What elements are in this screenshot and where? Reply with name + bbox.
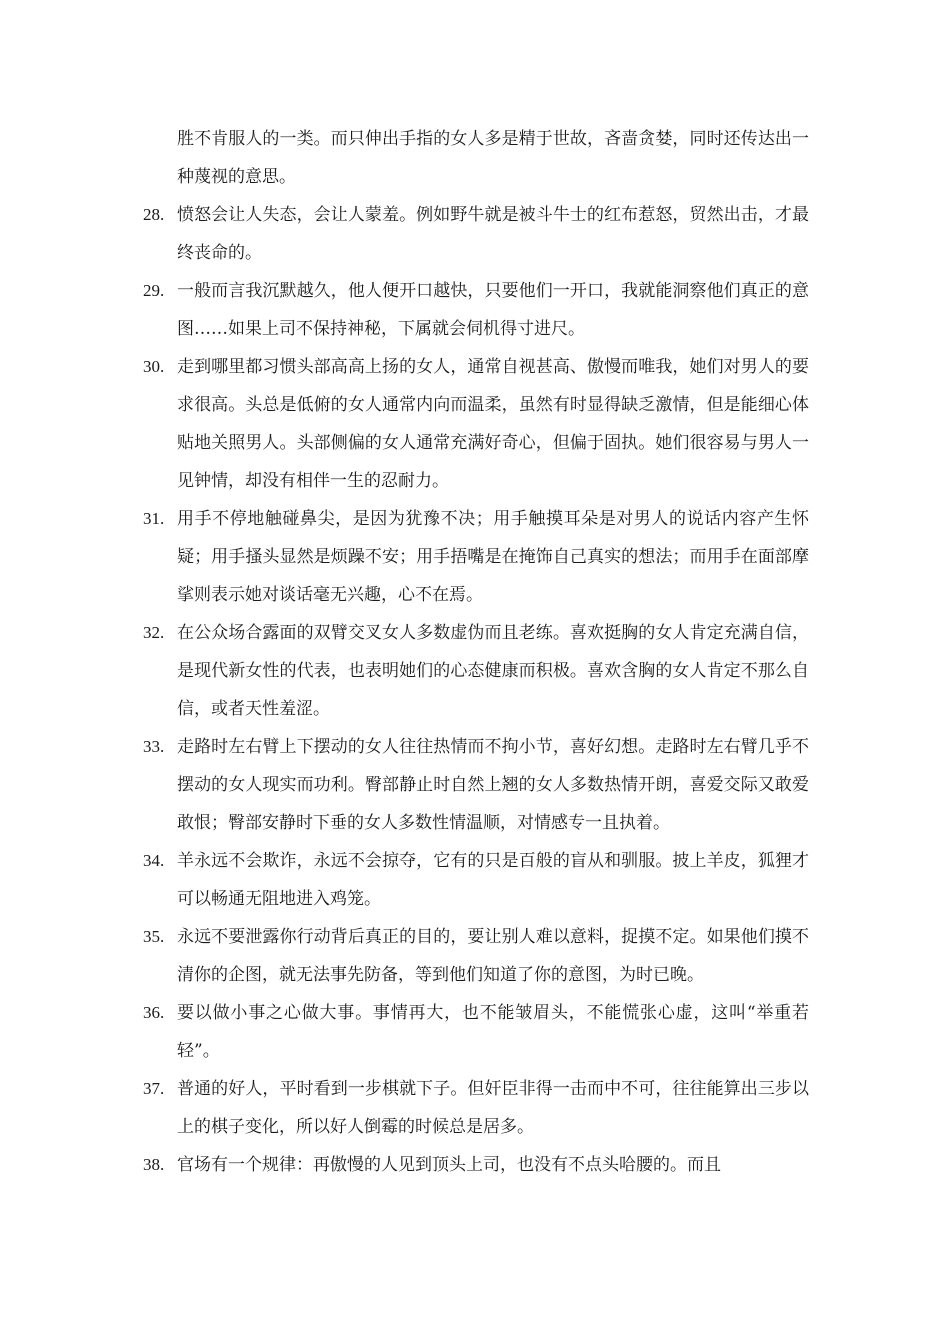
list-item-34 (143, 842, 809, 918)
item-number: 32. (143, 623, 165, 642)
item-text: 走到哪里都习惯头部高高上扬的女人，通常自视甚高、傲慢而唯我，她们对男人的要求很高。头总是低俯的女人通常内向而温柔，虽然有时显得缺乏激情，但是能细心体贴地关照男人。头部侧偏的女人通常充满好奇心，但偏于固执。她们很容易与男人一见钟情，却没有相伴一生的忍耐力。 (177, 357, 809, 491)
list-item-29 (143, 272, 809, 348)
list-item-30 (143, 348, 809, 500)
item-number: 30. (143, 357, 165, 376)
item-number: 37. (143, 1079, 165, 1098)
item-text: 永远不要泄露你行动背后真正的目的，要让别人难以意料，捉摸不定。如果他们摸不清你的企图，就无法事先防备，等到他们知道了你的意图，为时已晚。 (177, 927, 809, 985)
item-text: 羊永远不会欺诈，永远不会掠夺，它有的只是百般的盲从和驯服。披上羊皮，狐狸才可以畅通无阻地进入鸡笼。 (177, 851, 809, 909)
item-number: 29. (143, 281, 165, 300)
item-number: 34. (143, 851, 165, 870)
item-number: 35. (143, 927, 165, 946)
item-text: 官场有一个规律：再傲慢的人见到顶头上司，也没有不点头哈腰的。而且 (177, 1155, 721, 1175)
list-item-37 (143, 1070, 809, 1146)
item-number: 31. (143, 509, 165, 528)
item-number: 28. (143, 205, 165, 224)
list-item-28 (143, 196, 809, 272)
item-text: 在公众场合露面的双臂交叉女人多数虚伪而且老练。喜欢挺胸的女人肯定充满自信，是现代新女性的代表，也表明她们的心态健康而积极。喜欢含胸的女人肯定不那么自信，或者天性羞涩。 (177, 623, 809, 719)
item-text: 走路时左右臂上下摆动的女人往往热情而不拘小节，喜好幻想。走路时左右臂几乎不摆动的女人现实而功利。臀部静止时自然上翘的女人多数热情开朗，喜爱交际又敢爱敢恨；臀部安静时下垂的女人多数性情温顺，对情感专一且执着。 (177, 737, 809, 833)
item-number: 36. (143, 1003, 165, 1022)
list-item-32 (143, 614, 809, 728)
list-item-35 (143, 918, 809, 994)
document-body (143, 120, 809, 1184)
list-item-33 (143, 728, 809, 842)
item-text: 一般而言我沉默越久，他人便开口越快，只要他们一开口，我就能洞察他们真正的意图……如果上司不保持神秘，下属就会伺机得寸进尺。 (177, 281, 809, 339)
item-number: 33. (143, 737, 165, 756)
list-item-38 (143, 1146, 809, 1184)
item-text: 愤怒会让人失态，会让人蒙羞。例如野牛就是被斗牛士的红布惹怒，贸然出击，才最终丧命的。 (177, 205, 809, 263)
item-number: 38. (143, 1155, 165, 1174)
list-item-31 (143, 500, 809, 614)
continuation-paragraph: 胜不肯服人的一类。而只伸出手指的女人多是精于世故，吝啬贪婪，同时还传达出一种蔑视的意思。 (177, 129, 809, 187)
item-text: 用手不停地触碰鼻尖，是因为犹豫不决；用手触摸耳朵是对男人的说话内容产生怀疑；用手搔头显然是烦躁不安；用手捂嘴是在掩饰自己真实的想法；而用手在面部摩挲则表示她对谈话毫无兴趣，心不在焉。 (177, 509, 809, 605)
item-text: 普通的好人，平时看到一步棋就下子。但奸臣非得一击而中不可，往往能算出三步以上的棋子变化，所以好人倒霉的时候总是居多。 (177, 1079, 809, 1137)
list-item-36 (143, 994, 809, 1070)
item-text: 要以做小事之心做大事。事情再大，也不能皱眉头，不能慌张心虚，这叫“举重若轻”。 (177, 1003, 809, 1061)
